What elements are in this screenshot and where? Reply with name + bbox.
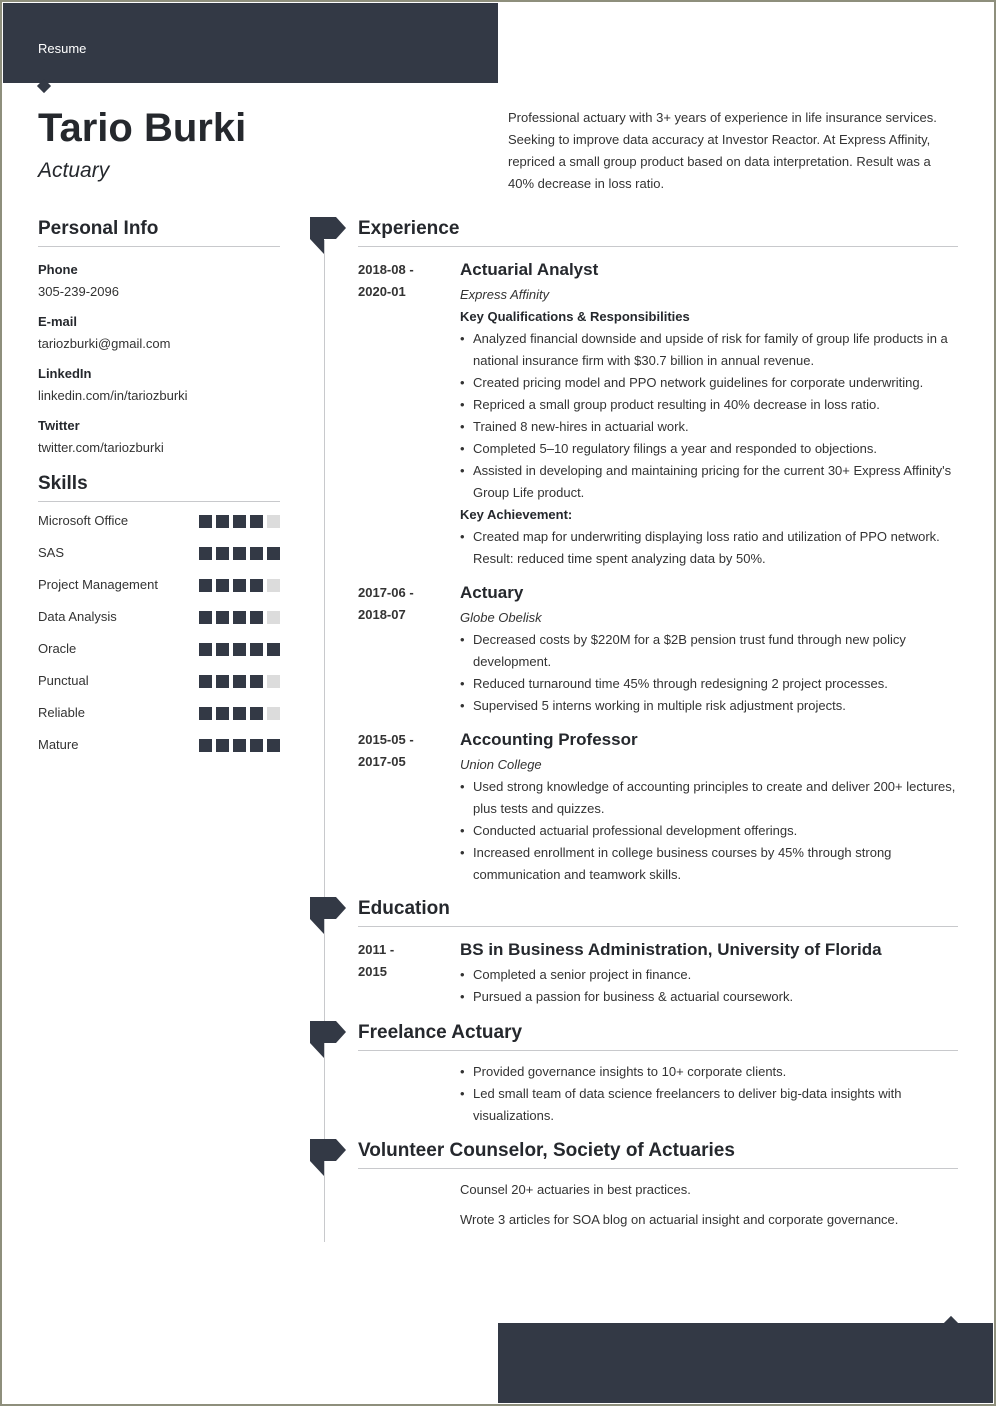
skill-dot-filled	[250, 739, 263, 752]
linkedin-value: linkedin.com/in/tariozburki	[38, 388, 188, 403]
skill-dot-filled	[233, 579, 246, 592]
skill-name: Oracle	[38, 641, 77, 656]
volunteer-section	[358, 1140, 958, 1231]
skill-dot-filled	[199, 515, 212, 528]
skill-dot-empty	[267, 611, 280, 624]
skill-dot-filled	[250, 579, 263, 592]
skill-row	[38, 638, 280, 660]
education-body	[460, 939, 958, 1008]
list-item: • Conducted actuarial professional development offerings.	[460, 820, 958, 842]
footer-bar	[498, 1323, 993, 1403]
skill-row	[38, 574, 280, 596]
job-date-start: 2017-06 -	[358, 585, 414, 600]
skill-dot-filled	[233, 707, 246, 720]
list-item: • Led small team of data science freelancers to deliver big-data insights with visualizations.	[460, 1083, 958, 1127]
job-date-end: 2018-07	[358, 607, 406, 622]
skill-name: Punctual	[38, 673, 89, 688]
person-role: Actuary	[38, 159, 110, 182]
timeline-line	[324, 240, 325, 1242]
skill-level-indicator	[199, 547, 280, 560]
freelance-flag-icon	[310, 1021, 346, 1059]
job-company: Union College	[460, 757, 542, 772]
degree-title: BS in Business Administration, University of Florida	[460, 940, 882, 959]
job-title: Actuary	[460, 583, 524, 602]
list-item: • Increased enrollment in college business courses by 45% through strong communication and teamwork skills.	[460, 842, 958, 886]
skill-name: Data Analysis	[38, 609, 117, 624]
job-title: Actuarial Analyst	[460, 260, 599, 279]
skill-dot-filled	[233, 547, 246, 560]
job-bullets	[460, 328, 958, 504]
education-date-start: 2011 -	[358, 942, 395, 957]
skill-row	[38, 510, 280, 532]
list-item: • Created map for underwriting displaying loss ratio and utilization of PPO network. Result: reduced time spent analyzing data by 50%.	[460, 526, 958, 570]
education-date	[358, 939, 460, 1008]
skill-dot-filled	[267, 547, 280, 560]
list-item: • Completed 5–10 regulatory filings a year and responded to objections.	[460, 438, 958, 460]
skill-dot-filled	[250, 643, 263, 656]
education-section	[358, 898, 958, 1008]
skill-row	[38, 542, 280, 564]
experience-flag-icon	[310, 217, 346, 255]
job-body	[460, 582, 958, 717]
skill-dot-filled	[216, 611, 229, 624]
skill-dot-filled	[233, 611, 246, 624]
email-value: tariozburki@gmail.com	[38, 336, 171, 351]
header-bar	[3, 3, 498, 83]
skill-level-indicator	[199, 739, 280, 752]
achievement-heading: Key Achievement:	[460, 507, 573, 522]
skill-row	[38, 606, 280, 628]
list-item: • Analyzed financial downside and upside of risk for family of group life products in a national insurance firm with $30.7 billion in annual revenue.	[460, 328, 958, 372]
skill-name: Project Management	[38, 577, 158, 592]
skill-row	[38, 670, 280, 692]
job-body	[460, 729, 958, 886]
skill-dot-empty	[267, 707, 280, 720]
freelance-bullets	[460, 1061, 958, 1127]
skill-dot-filled	[199, 739, 212, 752]
job-date-start: 2018-08 -	[358, 262, 414, 277]
job-date	[358, 729, 460, 886]
job-title: Accounting Professor	[460, 730, 638, 749]
skill-dot-filled	[233, 515, 246, 528]
skill-name: SAS	[38, 545, 65, 560]
list-item: • Repriced a small group product resulting in 40% decrease in loss ratio.	[460, 394, 958, 416]
job-entry	[358, 582, 958, 717]
skill-dot-filled	[199, 707, 212, 720]
skill-dot-filled	[267, 739, 280, 752]
skill-dot-empty	[267, 515, 280, 528]
list-item: • Used strong knowledge of accounting principles to create and deliver 200+ lectures, plus tests and quizzes.	[460, 776, 958, 820]
skill-dot-filled	[216, 579, 229, 592]
skill-dot-filled	[199, 675, 212, 688]
skill-dot-filled	[199, 579, 212, 592]
person-name: Tario Burki	[38, 106, 247, 150]
skill-dot-empty	[267, 675, 280, 688]
skill-level-indicator	[199, 611, 280, 624]
skill-dot-filled	[216, 515, 229, 528]
list-item: • Completed a senior project in finance.	[460, 964, 958, 986]
skill-dot-filled	[199, 611, 212, 624]
list-item: • Reduced turnaround time 45% through redesigning 2 project processes.	[460, 673, 958, 695]
twitter-label: Twitter	[38, 418, 80, 433]
volunteer-paragraph: Wrote 3 articles for SOA blog on actuarial insight and corporate governance.	[460, 1212, 899, 1227]
education-title: Education	[358, 898, 958, 927]
email-label: E-mail	[38, 314, 78, 329]
twitter-value: twitter.com/tariozburki	[38, 440, 164, 455]
skill-name: Microsoft Office	[38, 513, 129, 528]
skill-dot-filled	[250, 675, 263, 688]
linkedin-label: LinkedIn	[38, 366, 92, 381]
list-item: • Assisted in developing and maintaining pricing for the current 30+ Express Affinity's Group Life product.	[460, 460, 958, 504]
left-column	[38, 218, 280, 766]
personal-info-title: Personal Info	[38, 218, 280, 247]
skill-dot-filled	[250, 515, 263, 528]
skill-level-indicator	[199, 515, 280, 528]
skill-dot-filled	[199, 643, 212, 656]
skill-dot-filled	[233, 675, 246, 688]
volunteer-title: Volunteer Counselor, Society of Actuaries	[358, 1140, 958, 1169]
phone-label: Phone	[38, 262, 78, 277]
skill-dot-filled	[250, 547, 263, 560]
skill-dot-filled	[216, 643, 229, 656]
job-entry	[358, 729, 958, 886]
skill-level-indicator	[199, 675, 280, 688]
skill-dot-filled	[233, 739, 246, 752]
job-date	[358, 259, 460, 570]
skills-title: Skills	[38, 473, 280, 502]
skills-list	[38, 510, 280, 756]
education-flag-icon	[310, 897, 346, 935]
education-bullets	[460, 964, 958, 1008]
phone-value: 305-239-2096	[38, 284, 119, 299]
skill-name: Reliable	[38, 705, 85, 720]
list-item: • Pursued a passion for business & actuarial coursework.	[460, 986, 958, 1008]
volunteer-flag-icon	[310, 1139, 346, 1177]
skill-dot-filled	[199, 547, 212, 560]
volunteer-paragraph: Counsel 20+ actuaries in best practices.	[460, 1182, 691, 1197]
skill-dot-filled	[250, 707, 263, 720]
job-date	[358, 582, 460, 717]
skill-dot-filled	[216, 707, 229, 720]
skill-dot-filled	[267, 643, 280, 656]
skill-level-indicator	[199, 707, 280, 720]
list-item: • Decreased costs by $220M for a $2B pension trust fund through new policy development.	[460, 629, 958, 673]
job-company: Globe Obelisk	[460, 610, 542, 625]
job-company: Express Affinity	[460, 287, 550, 302]
list-item: • Provided governance insights to 10+ corporate clients.	[460, 1061, 958, 1083]
skill-level-indicator	[199, 579, 280, 592]
job-bullets	[460, 776, 958, 886]
freelance-section	[358, 1022, 958, 1127]
skill-dot-filled	[216, 739, 229, 752]
job-date-end: 2020-01	[358, 284, 406, 299]
skill-dot-filled	[233, 643, 246, 656]
job-bullets	[460, 629, 958, 717]
list-item: • Supervised 5 interns working in multiple risk adjustment projects.	[460, 695, 958, 717]
skill-dot-filled	[216, 547, 229, 560]
personal-info	[38, 259, 280, 459]
education-entry	[358, 939, 958, 1008]
profile-summary: Professional actuary with 3+ years of experience in life insurance services. Seeking to improve data accuracy at Investor Reactor. At Express Affinity, repriced a small group product based on data interpretation. Result was a 40% decrease in loss ratio.	[508, 110, 937, 191]
experience-title: Experience	[358, 218, 958, 247]
qualifications-heading: Key Qualifications & Responsibilities	[460, 309, 690, 324]
job-entry	[358, 259, 958, 570]
skill-dot-empty	[267, 579, 280, 592]
job-date-end: 2017-05	[358, 754, 406, 769]
skill-row	[38, 734, 280, 756]
resume-label: Resume	[38, 41, 87, 56]
skill-name: Mature	[38, 737, 79, 752]
experience-section	[358, 218, 958, 886]
skill-row	[38, 702, 280, 724]
list-item: • Created pricing model and PPO network guidelines for corporate underwriting.	[460, 372, 958, 394]
skill-dot-filled	[216, 675, 229, 688]
skill-level-indicator	[199, 643, 280, 656]
job-date-start: 2015-05 -	[358, 732, 414, 747]
achievement-bullets	[460, 526, 958, 570]
job-body	[460, 259, 958, 570]
list-item: • Trained 8 new-hires in actuarial work.	[460, 416, 958, 438]
education-date-end: 2015	[358, 964, 387, 979]
freelance-title: Freelance Actuary	[358, 1022, 958, 1051]
skill-dot-filled	[250, 611, 263, 624]
